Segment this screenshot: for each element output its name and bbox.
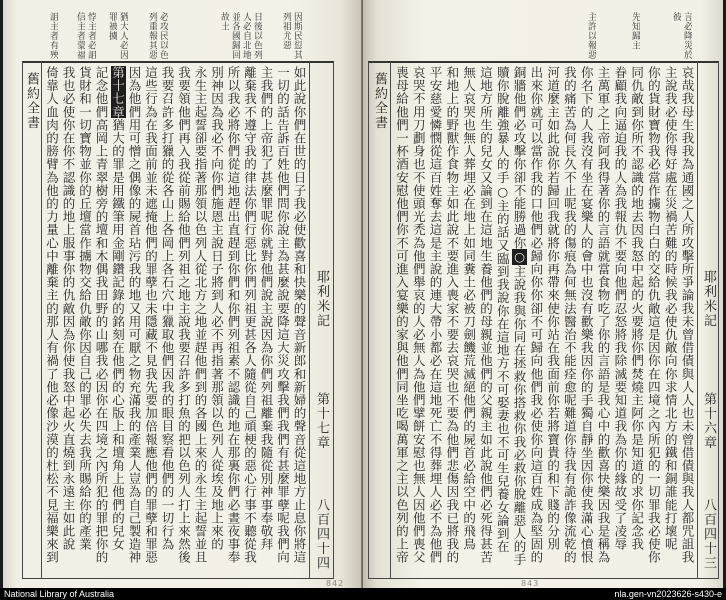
frame-top-rule xyxy=(368,61,719,63)
pencil-frame-number: 843 xyxy=(521,579,540,588)
text-column: 眷顧我向逼迫我的人為我報仇不要向他們忍怒將我除滅要知道我為你的緣故受了凌辱 xyxy=(612,66,628,551)
headnote xyxy=(218,12,262,60)
library-credit: National Library of Australia xyxy=(4,589,115,599)
headnote-line: 日後以色列 xyxy=(252,12,262,60)
main-text xyxy=(392,66,695,576)
scan-footer-bar xyxy=(0,588,726,600)
text-column: 同仇敵到你所不認識的地去因我怒中起的火要將你們焚燒主阿你是知道的求你記念我 xyxy=(629,66,645,551)
headnote xyxy=(670,12,692,60)
text-column: 我也必使你在你不認識的地上服事你的仇敵因為你使我怒中起火直燒到永遠主如此說 xyxy=(61,66,76,551)
scan-identifier: nla.gen-vn2023626-s430-e xyxy=(614,589,722,599)
text-column: 貨財和一切寶物並你的丘壇當作擄物交給仇敵你因自己的罪必失去我所賜給你的產業 xyxy=(77,66,93,551)
text-column: 哀哭不用刀劃身也不使頭光禿為他們舉哀的人必無人為他們擘餅安慰也無人因他們喪父 xyxy=(411,66,427,564)
frame-bottom-rule xyxy=(22,578,334,579)
frame-rule xyxy=(697,62,698,578)
text-column: 這些行為在我面前並未遮掩他們的罪孽也未隱藏不見我先要加倍報應他們的罪孽和罪惡 xyxy=(143,66,159,564)
headnote-line: 故土 xyxy=(219,12,229,31)
headnote xyxy=(74,12,96,60)
pencil-frame-number: 842 xyxy=(326,579,345,588)
headnote-line: 罪被擄 xyxy=(107,12,117,41)
page-number: 八百四十三 xyxy=(701,498,716,571)
text-column: 我要召許多打獵的從各山上各岡上各石穴中獵取他們因我的眼目察看他們的一切行為 xyxy=(160,66,175,551)
chapter-label: 第十七章 xyxy=(314,392,329,450)
frame-rule xyxy=(309,62,310,578)
headnote xyxy=(280,12,302,60)
headnote-line: 因斯民愆其 xyxy=(292,12,302,60)
text-column: 所以我必將你們從這地趕出直趕到你們和你們列祖素不認識的地在那裏你們必晝夜事奉 xyxy=(226,66,241,564)
headnote-line: 猶大人必因 xyxy=(118,12,128,60)
headnote-line: 先知歸主 xyxy=(630,12,640,50)
text-column: 主萬軍之上帝阿我得著你的言語就當食物吃了你的言語是我心中的歡喜快樂因我是稱為 xyxy=(596,66,612,564)
headnote-line: 列祖尤惡 xyxy=(281,12,291,50)
headnote xyxy=(585,12,596,60)
text-column: 記念他們高岡上青翠樹旁的壇和木偶我田野的山哪我必因你在四境之內所犯的罪把你的 xyxy=(94,66,109,564)
text-column: 永生主起誓卻要指著那領以色列人從北方之地並趕他們到的各國上來的永生主起誓並且 xyxy=(193,66,208,564)
text-column: 因為他們用可憎之偶像的屍首玷污我的地又用可厭之物充滿我的產業人豈為自己製造神 xyxy=(127,66,142,564)
text-column: 我的痛苦為何長久不止呢我的傷痕為何無法醫治不能痊愈呢難道你待我有詭詐像流乾的 xyxy=(562,66,578,564)
right-page xyxy=(363,0,723,588)
frame-rule xyxy=(41,62,42,578)
text-column: 一切的話告訴百姓他們問你說主為甚麼說要降這大災攻擊我們我們有甚麼罪孽呢我們向 xyxy=(275,66,291,564)
text-column: 贖你脫離強暴人的手○主的話又臨到我說你在這地方不可娶妻也不可生兒養女論到在 xyxy=(495,66,511,554)
headnote xyxy=(47,12,58,60)
headnote-line: 列重報其惡 xyxy=(147,12,157,60)
frame-top-rule xyxy=(22,61,334,63)
text-column: 平安慈愛憐憫從這百姓奪去這是主說的連大帶小都必在這地死亡不得葬埋人必不為他們 xyxy=(428,66,444,564)
running-title: 舊約全書 xyxy=(24,72,39,130)
text-column: 別神因為我必不向你們施恩主說日子將到人必不再指著那領以色列人從埃及地上來的 xyxy=(209,66,225,551)
book-title: 耶利米記 xyxy=(314,270,329,328)
text-column: 出來你就可以當作我的口他們必歸向你你卻不可歸向他們我必使你向這百姓成為堅固的 xyxy=(528,66,544,564)
headnote xyxy=(106,12,128,60)
chapter-start-marker: 第十七章 xyxy=(110,66,126,119)
headnote-line: 主許以報惡 xyxy=(586,12,596,60)
frame-rule xyxy=(22,62,23,578)
text-segment: 銅牆他們必攻擊你卻不能勝過你 xyxy=(512,66,528,250)
text-segment: 主說我與你同在拯救你搭救你我必救你脫離惡人的手 xyxy=(512,265,528,567)
frame-bottom-rule xyxy=(368,578,719,579)
text-column: 喪母給他們一杯酒安慰他們你不可進入宴樂的家與他們同坐吃喝萬軍之主以色列的上帝 xyxy=(394,66,410,564)
text-column: 哀哉我母生我我為通國之人所攻擊所爭論我未曾借債與人人也未曾借債與我人都咒詛我 xyxy=(680,66,695,564)
running-title: 舊約全書 xyxy=(372,72,387,130)
text-column: 我要領他們再入我從前賜給他們列祖之地主說我要召許多打魚的把以色列人打上來然後 xyxy=(176,66,192,564)
text-column: 你的貨財寶物我必當作擄物白白的交給仇敵這是因你在四境之內所犯的一切罪我必使你 xyxy=(646,66,662,564)
headnote xyxy=(146,12,168,60)
text-column: 和地上的野獸作食物主如此說不要進入喪家不要去哀哭也不要為他們悲傷因我已將我的 xyxy=(444,66,460,564)
headnote-line: 並各國歸回 xyxy=(230,12,240,60)
page-number: 八百四十四 xyxy=(314,498,329,571)
headnote-line: 彼 xyxy=(671,12,681,22)
headnote-line: 悖主者必詛 xyxy=(86,12,96,60)
headnote-line: 言必降災於 xyxy=(682,12,692,60)
headnote-line: 必攻民以色 xyxy=(158,12,168,60)
headnote xyxy=(629,12,640,60)
text-column: 無人哀哭也無人葬埋必在地上如同糞土必被刀劍饑荒滅絕他們的屍首必給空中的飛鳥 xyxy=(461,66,477,551)
left-page xyxy=(3,0,363,588)
headnote-line: 人必自北地 xyxy=(241,12,251,60)
main-text xyxy=(43,66,307,576)
frame-rule xyxy=(718,62,719,578)
text-column: 倚靠人血肉的膀臂為他的力量心中離棄主的那人有禍了他必像沙漠的杜松不見福樂來到 xyxy=(44,66,60,564)
text-column: 主我們的上帝犯了甚麼罪呢你就對他們說主說因為你們列祖離棄我隨從別神事奉敬拜 xyxy=(259,66,274,551)
paragraph-marker: ○ xyxy=(512,249,528,266)
text-column: 河道麼主如此說你若歸回我就將你再帶來使你站在我面前你若將寶貴的和下賤的分別 xyxy=(545,66,561,551)
headnote-line: 詛主者有殃 xyxy=(48,12,58,60)
book-title: 耶利米記 xyxy=(701,270,716,328)
text-column: 離棄我不遵守我的律法你們行惡比你們列祖更甚各人隨從自己頑梗的惡心行事不聽從我 xyxy=(242,66,258,564)
text-column xyxy=(510,66,527,576)
text-column xyxy=(109,66,126,576)
text-column: 你名下的人我沒有坐在宴樂人的會中也沒有歡樂我因你的手獨自靜坐因你使我滿心憤恨 xyxy=(579,66,595,564)
frame-rule xyxy=(368,62,369,578)
frame-rule xyxy=(390,62,391,578)
text-column: 如此說你們在世的日子我必使歡喜和快樂的聲音新郎和新婦的聲音從這地方止息你將這 xyxy=(292,66,307,564)
text-column: 主說我必使你得好處在災禍苦難的時候我必使仇敵向你求情北方的鐵和銅誰能打壞呢 xyxy=(663,66,679,551)
headnote-line: 信主者蒙福 xyxy=(75,12,85,60)
frame-rule xyxy=(333,62,334,578)
chapter-label: 第十六章 xyxy=(701,392,716,450)
text-column: 這地方所生的兒女又論到在這地生養他們的母親並他們的父親主如此說他們必死得甚苦 xyxy=(478,66,494,564)
text-segment: 猶大的罪是用鐵筆用金剛鑽記錄的銘刻在他們的心版上和壇角上他們的兒女 xyxy=(110,118,126,551)
